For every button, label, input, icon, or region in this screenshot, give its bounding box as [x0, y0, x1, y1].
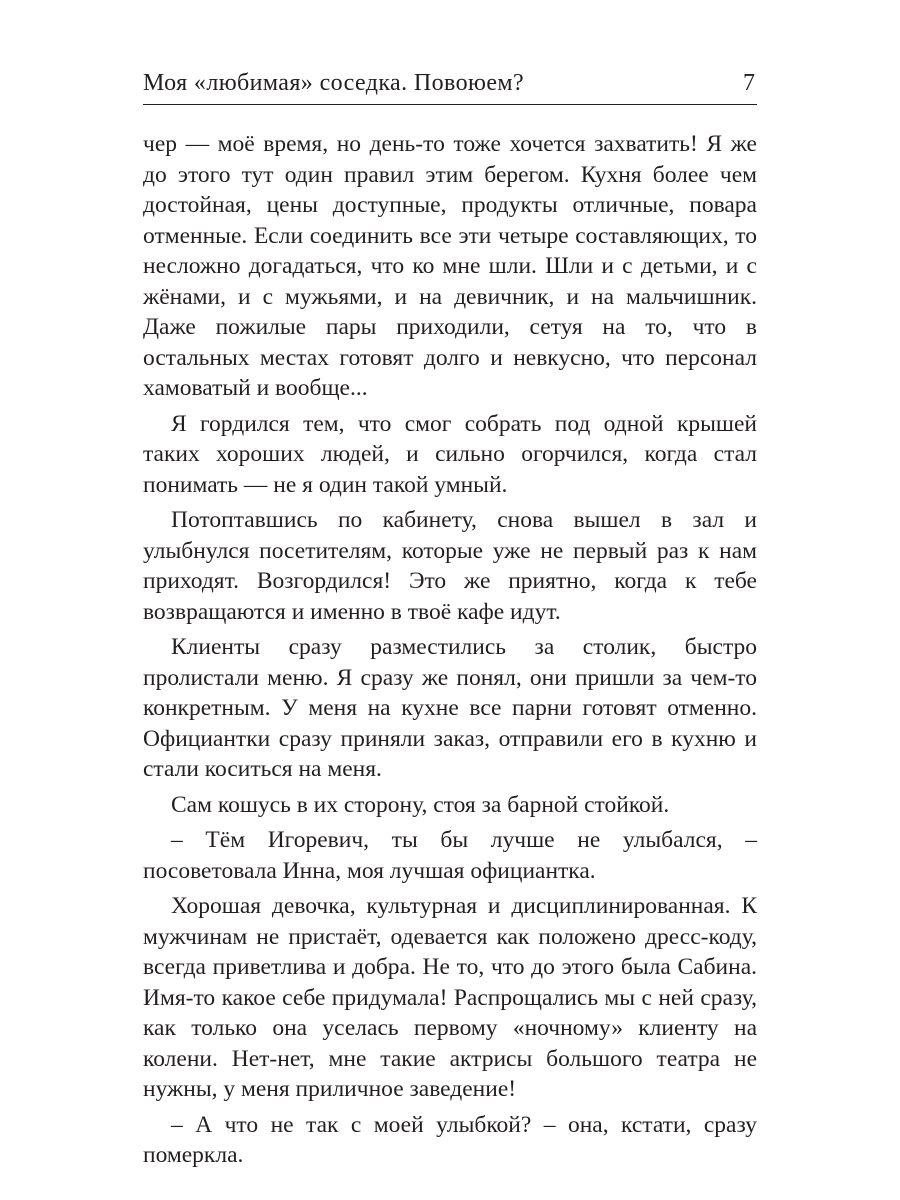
- paragraph-1: чер — моё время, но день-то тоже хочется захватить! Я же до этого тут один правил этим берегом. Кухня более чем достойная, цены доступные, продукты отличные, повара отменные. Если соединить все эти четыре составляющих, то несложно догадаться, что ко мне шли. Шли и с детьми, и с жёнами, и с мужьями, и на девичник, и на мальчишник. Даже пожилые пары приходили, сетуя на то, что в остальных местах готовят долго и невкусно, что персонал хамоватый и вообще...: [143, 131, 757, 401]
- text-body: [143, 129, 757, 1171]
- paragraph-2: Я гордился тем, что смог собрать под одной крышей таких хороших людей, и сильно огорчился, когда стал понимать — не я один такой умный.: [143, 410, 757, 498]
- dialogue-line-1: – Тём Игоревич, ты бы лучше не улыбался, – посоветовала Инна, моя лучшая официантка.: [143, 827, 757, 884]
- running-header-title: Моя «любимая» соседка. Повоюем?: [143, 70, 525, 96]
- running-header: [143, 60, 757, 105]
- paragraph-5: Сам кошусь в их сторону, стоя за барной стойкой.: [171, 791, 670, 818]
- paragraph-7: Хорошая девочка, культурная и дисциплинированная. К мужчинам не пристаёт, одевается как положено дресс-коду, всегда приветлива и добра. Не то, что до этого была Сабина. Имя-то какое себе придумала! Распрощались мы с ней сразу, как только она уселась первому «ночному» клиенту на колени. Нет-нет, мне такие актрисы большого театра не нужны, у меня приличное заведение!: [143, 893, 757, 1102]
- book-page: [143, 60, 757, 1171]
- paragraph-4: Клиенты сразу разместились за столик, быстро пролистали меню. Я сразу же понял, они пришли за чем-то конкретным. У меня на кухне все парни готовят отменно. Официантки сразу приняли заказ, отправили его в кухню и стали коситься на меня.: [143, 634, 757, 782]
- dialogue-line-2: – А что не так с моей улыбкой? – она, кстати, сразу померкла.: [143, 1111, 757, 1168]
- page-number: 7: [743, 70, 755, 96]
- paragraph-3: Потоптавшись по кабинету, снова вышел в зал и улыбнулся посетителям, которые уже не первый раз к нам приходят. Возгордился! Это же приятно, когда к тебе возвращаются и именно в твоё кафе идут.: [143, 507, 757, 625]
